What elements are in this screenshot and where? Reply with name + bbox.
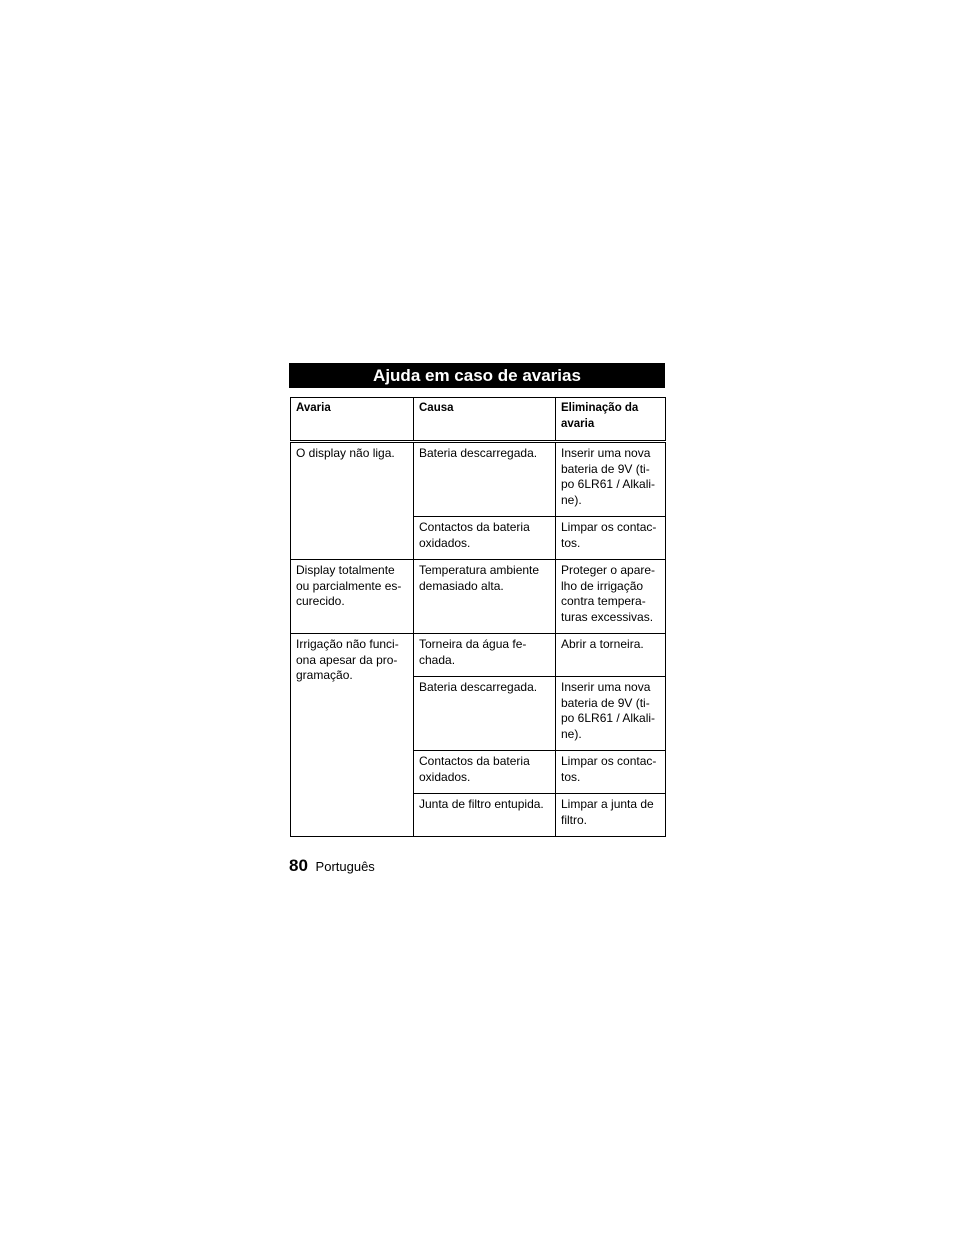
remedy-cell: Proteger o apare- lho de irrigação contra tempera- turas excessivas. [556,560,666,634]
cause-cell: Bateria descarregada. [414,442,556,517]
troubleshooting-table [290,397,666,837]
page-number: 80 [289,856,308,875]
remedy-cell: Limpar os contac- tos. [556,751,666,794]
section-title: Ajuda em caso de avarias [289,363,665,388]
remedy-cell: Inserir uma nova bateria de 9V (ti- po 6LR61 / Alkali- ne). [556,677,666,751]
remedy-cell: Limpar a junta de filtro. [556,794,666,837]
cause-cell: Bateria descarregada. [414,677,556,751]
table-header-row [291,398,666,442]
remedy-cell: Inserir uma nova bateria de 9V (ti- po 6LR61 / Alkali- ne). [556,442,666,517]
page-language: Português [315,859,375,874]
fault-cell: Irrigação não funci- ona apesar da pro- gramação. [291,634,414,837]
remedy-cell: Limpar os contac- tos. [556,517,666,560]
header-fault: Avaria [291,398,414,442]
header-cause: Causa [414,398,556,442]
cause-cell: Contactos da bateria oxidados. [414,517,556,560]
table-row [291,634,666,677]
cause-cell: Junta de filtro entupida. [414,794,556,837]
page-footer [289,856,375,876]
table-row [291,442,666,517]
cause-cell: Temperatura ambiente demasiado alta. [414,560,556,634]
cause-cell: Contactos da bateria oxidados. [414,751,556,794]
remedy-cell: Abrir a torneira. [556,634,666,677]
table-row [291,560,666,634]
cause-cell: Torneira da água fe- chada. [414,634,556,677]
header-remedy: Eliminação da avaria [556,398,666,442]
fault-cell: O display não liga. [291,442,414,560]
fault-cell: Display totalmente ou parcialmente es- curecido. [291,560,414,634]
